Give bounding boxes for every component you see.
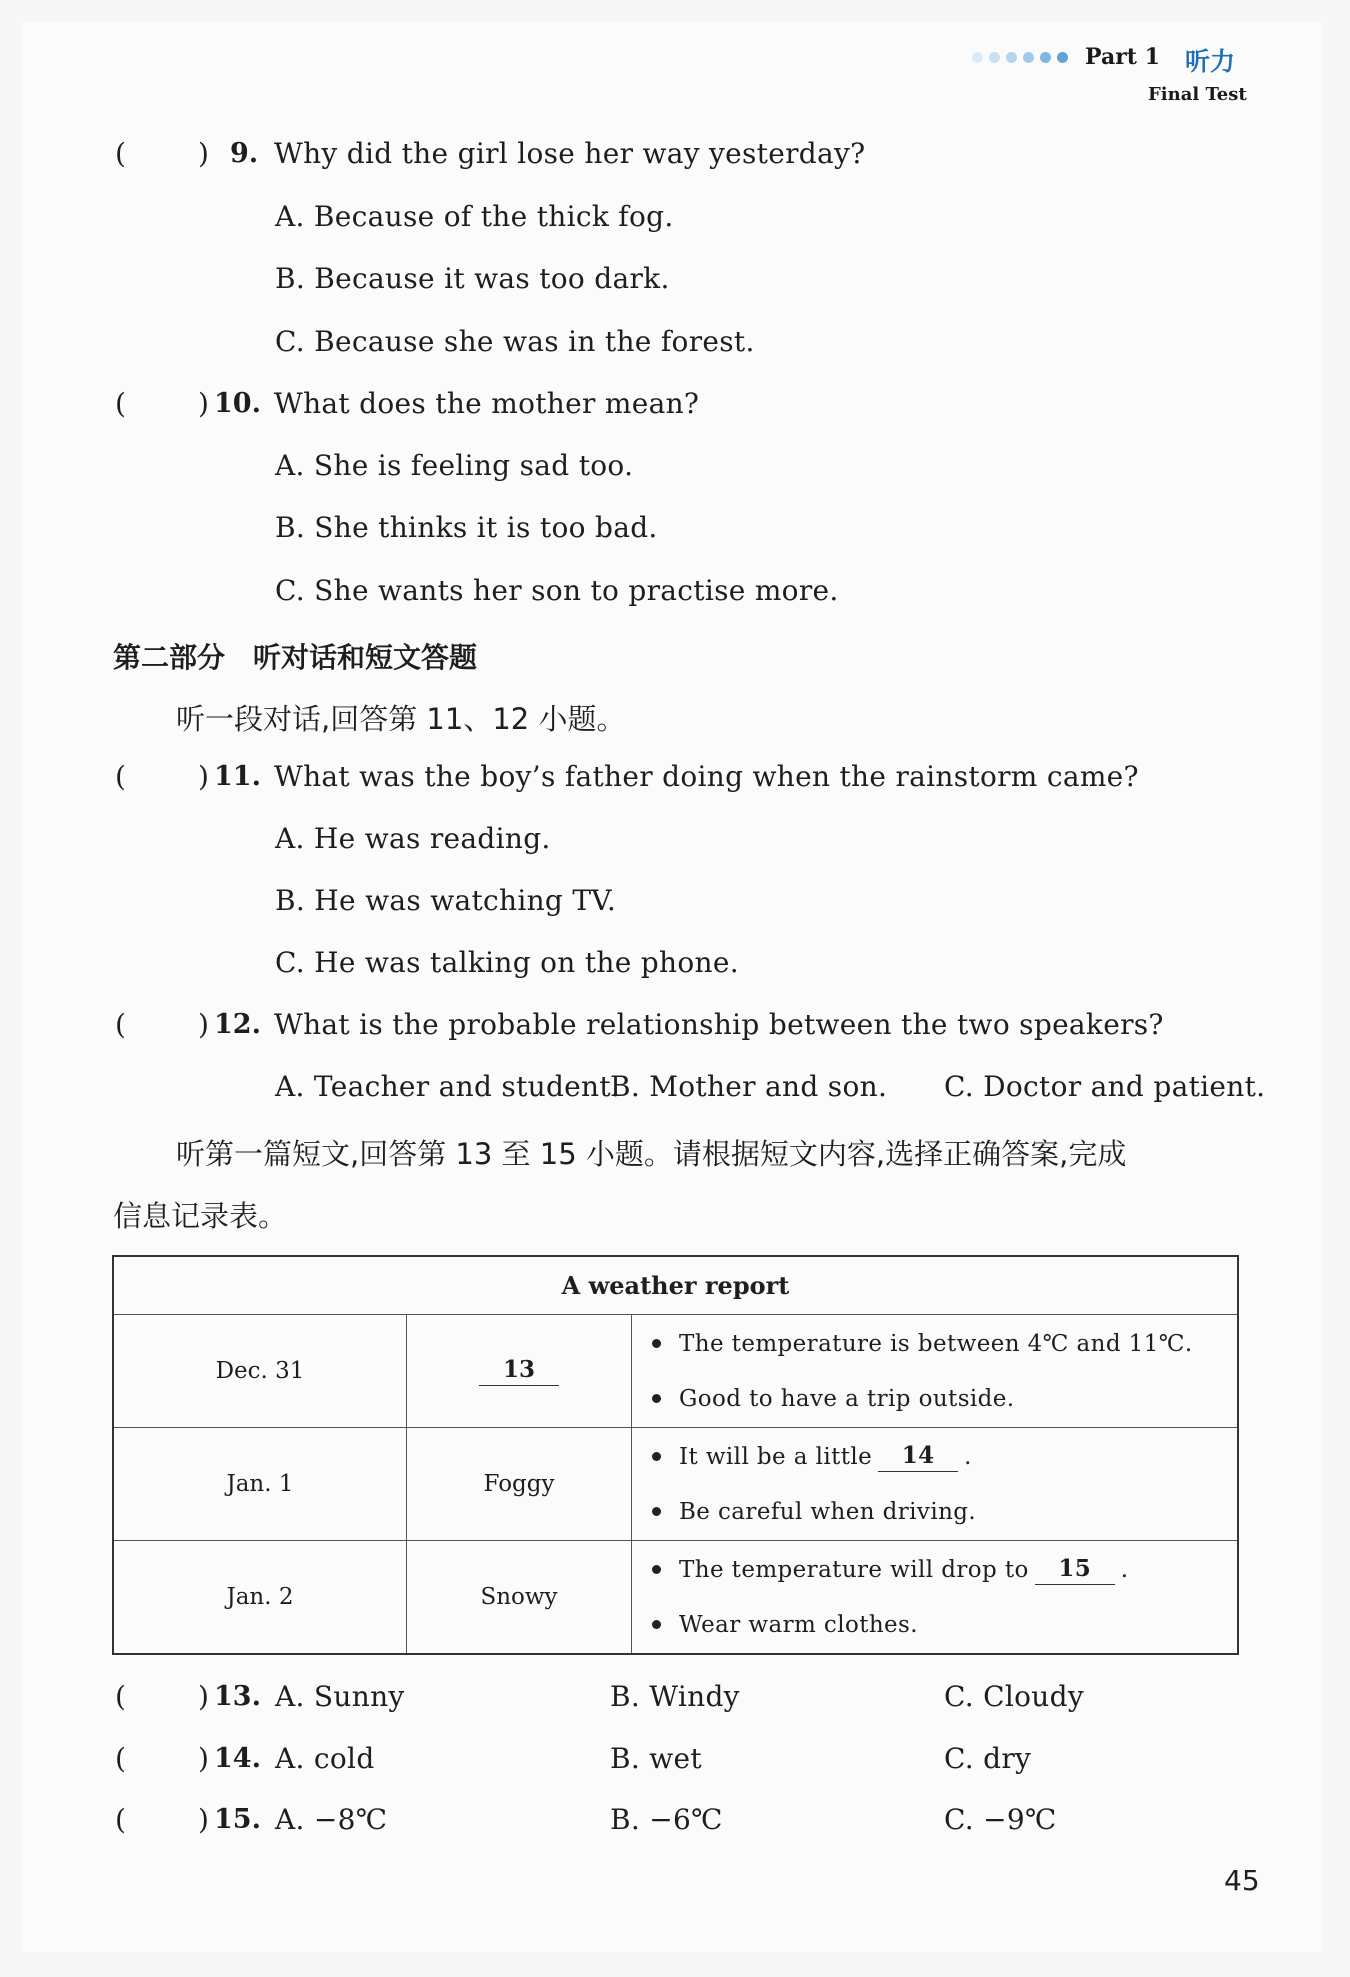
header-dots (972, 52, 1068, 63)
date-cell: Dec. 31 (113, 1315, 407, 1428)
notes-cell (632, 1428, 1239, 1541)
option-b: B. Mother and son. (610, 1070, 888, 1103)
answer-paren-close: ) (198, 1803, 209, 1836)
page-number: 45 (1224, 1864, 1260, 1897)
header-subtitle: Final Test (1148, 84, 1247, 105)
table-row (113, 1541, 1238, 1655)
question-number: 9. (230, 138, 259, 169)
bullet-icon (652, 1565, 661, 1574)
answer-paren-close: ) (198, 137, 209, 170)
table-title: A weather report (113, 1256, 1238, 1315)
option-a: A. Sunny (275, 1680, 405, 1713)
notes-cell (632, 1315, 1239, 1428)
header-dot (1057, 52, 1068, 63)
note-text: It will be a little (679, 1443, 873, 1470)
bullet-icon (652, 1452, 661, 1461)
note-text: The temperature is between 4℃ and 11℃. (679, 1330, 1193, 1357)
answer-paren-open: ( (115, 1680, 126, 1713)
header-dot (1040, 52, 1051, 63)
option-a: A. He was reading. (275, 822, 551, 855)
table-row (113, 1315, 1238, 1428)
note-punct: . (1120, 1556, 1129, 1583)
header-dot (1006, 52, 1017, 63)
answer-blank: 14 (878, 1442, 958, 1472)
answer-paren-close: ) (198, 1742, 209, 1775)
option-c: C. She wants her son to practise more. (275, 574, 839, 607)
bullet-icon (652, 1620, 661, 1629)
question-number: 15. (214, 1804, 261, 1835)
answer-paren-open: ( (115, 137, 126, 170)
bullet-icon (652, 1339, 661, 1348)
header-dot (972, 52, 983, 63)
option-c: C. Cloudy (944, 1680, 1084, 1713)
header-dot (989, 52, 1000, 63)
bullet-icon (652, 1507, 661, 1516)
option-b: B. He was watching TV. (275, 884, 617, 917)
bullet-icon (652, 1394, 661, 1403)
question-number: 14. (214, 1743, 261, 1774)
header-dot (1023, 52, 1034, 63)
answer-blank: 13 (479, 1356, 559, 1386)
section-title: 第二部分 听对话和短文答题 (113, 641, 478, 674)
weather-cell: Snowy (407, 1541, 632, 1655)
note-text: Good to have a trip outside. (679, 1385, 1015, 1412)
date-cell: Jan. 2 (113, 1541, 407, 1655)
option-b: B. She thinks it is too bad. (275, 511, 658, 544)
question-text: What was the boy’s father doing when the rainstorm came? (274, 760, 1139, 793)
instruction-text-cont: 信息记录表。 (113, 1199, 288, 1233)
answer-paren-close: ) (198, 387, 209, 420)
header-part-label: Part 1 (1085, 44, 1160, 70)
date-cell: Jan. 1 (113, 1428, 407, 1541)
answer-paren-open: ( (115, 1803, 126, 1836)
option-b: B. −6℃ (610, 1803, 723, 1836)
option-c: C. He was talking on the phone. (275, 946, 739, 979)
option-c: C. Because she was in the forest. (275, 325, 755, 358)
weather-cell: Foggy (407, 1428, 632, 1541)
answer-paren-open: ( (115, 1742, 126, 1775)
answer-blank: 15 (1035, 1555, 1115, 1585)
question-number: 13. (214, 1681, 261, 1712)
note-text: Be careful when driving. (679, 1498, 977, 1525)
option-a: A. She is feeling sad too. (275, 449, 634, 482)
weather-cell (407, 1315, 632, 1428)
answer-paren-open: ( (115, 1008, 126, 1041)
option-a: A. −8℃ (275, 1803, 388, 1836)
question-text: What does the mother mean? (274, 387, 700, 420)
page (22, 22, 1322, 1952)
answer-paren-open: ( (115, 760, 126, 793)
question-number: 10. (214, 388, 261, 419)
question-number: 11. (214, 761, 261, 792)
note-text: Wear warm clothes. (679, 1611, 918, 1638)
option-a: A. Because of the thick fog. (275, 200, 674, 233)
answer-paren-open: ( (115, 387, 126, 420)
option-c: C. dry (944, 1742, 1032, 1775)
question-number: 12. (214, 1009, 261, 1040)
answer-paren-close: ) (198, 1008, 209, 1041)
notes-cell (632, 1541, 1239, 1655)
option-a: A. Teacher and student. (275, 1070, 621, 1103)
option-c: C. Doctor and patient. (944, 1070, 1266, 1103)
answer-paren-close: ) (198, 760, 209, 793)
table-row (113, 1428, 1238, 1541)
weather-report-table (112, 1255, 1239, 1655)
question-text: What is the probable relationship between the two speakers? (274, 1008, 1164, 1041)
answer-paren-close: ) (198, 1680, 209, 1713)
header-section-cn: 听力 (1185, 47, 1236, 76)
option-c: C. −9℃ (944, 1803, 1057, 1836)
option-b: B. wet (610, 1742, 702, 1775)
option-b: B. Windy (610, 1680, 740, 1713)
instruction-text: 听第一篇短文,回答第 13 至 15 小题。请根据短文内容,选择正确答案,完成 (176, 1137, 1127, 1171)
option-a: A. cold (275, 1742, 375, 1775)
option-b: B. Because it was too dark. (275, 262, 670, 295)
instruction-text: 听一段对话,回答第 11、12 小题。 (176, 702, 626, 736)
note-text: The temperature will drop to (679, 1556, 1029, 1583)
note-punct: . (964, 1443, 972, 1470)
question-text: Why did the girl lose her way yesterday? (274, 137, 866, 170)
